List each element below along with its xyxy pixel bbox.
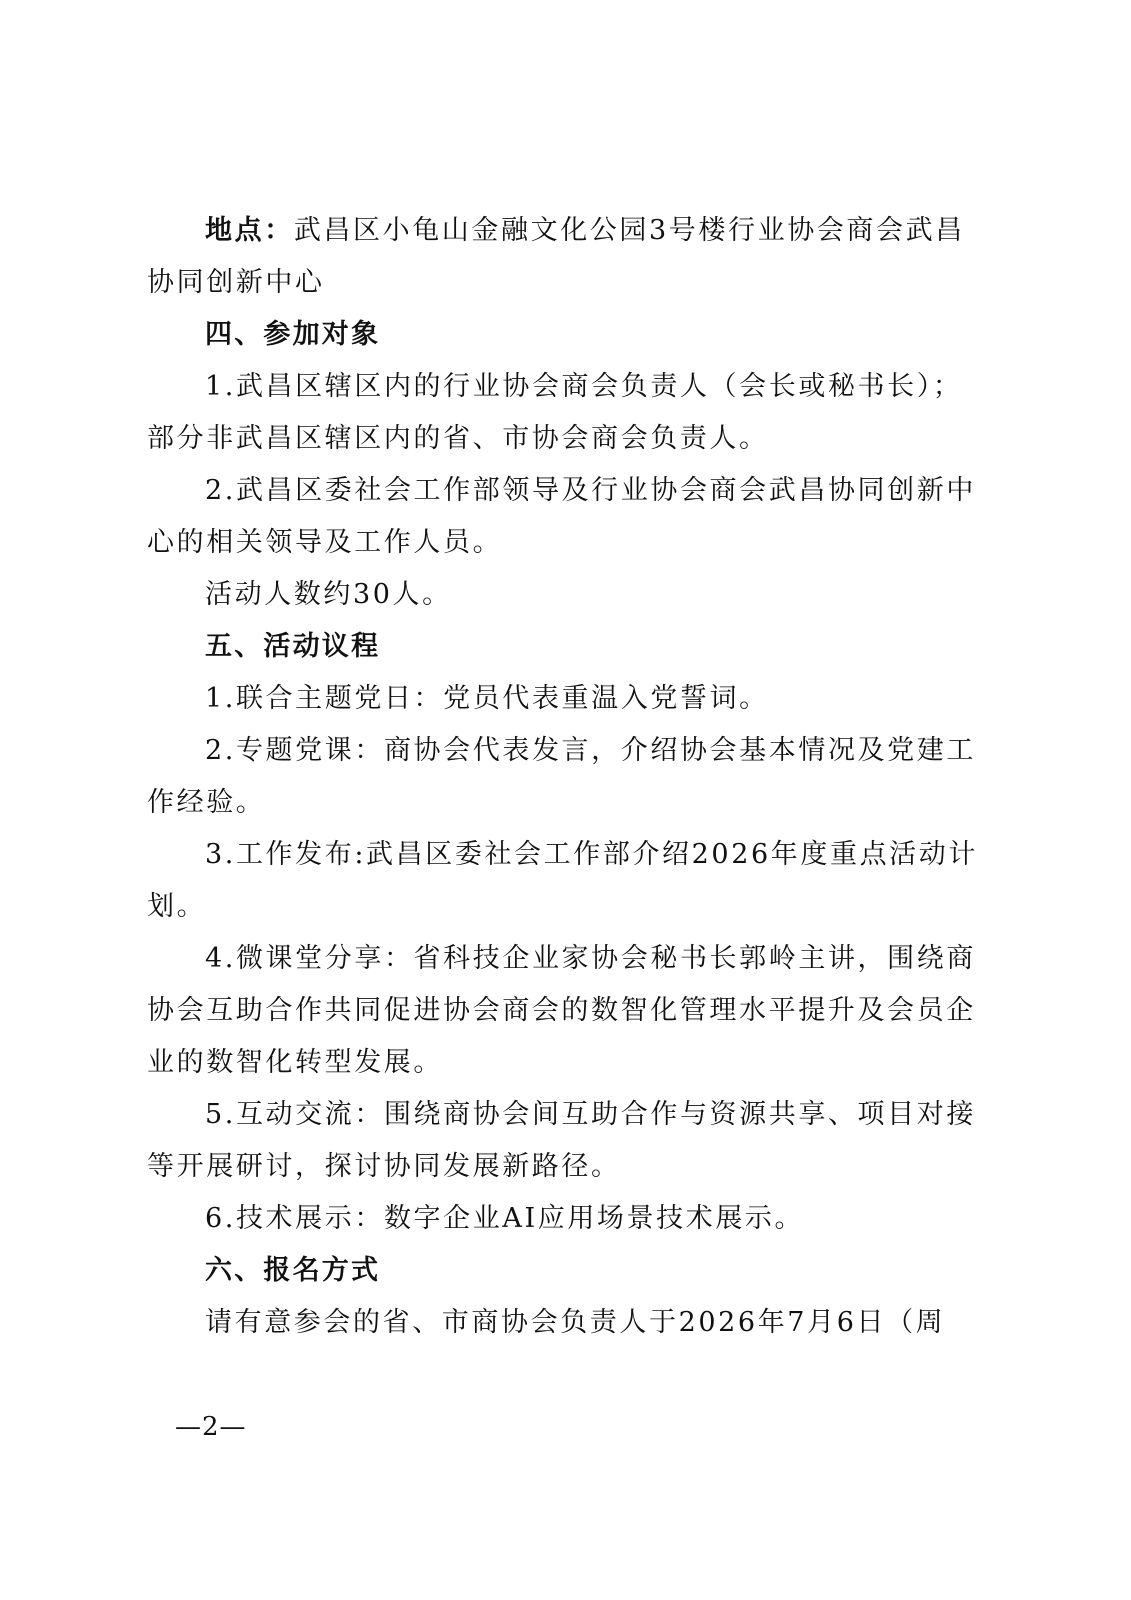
- registration-line-1: 请有意参会的省、市商协会负责人于2026年7月6日（周: [205, 1307, 946, 1338]
- location-text: 武昌区小龟山金融文化公园3号楼行业协会商会武昌: [293, 215, 965, 246]
- location-label: 地点：: [205, 215, 294, 246]
- agenda-item-4-line-2: 协会互助合作共同促进协会商会的数智化管理水平提升及会员企: [147, 995, 976, 1026]
- agenda-item-1: 1.联合主题党日：党员代表重温入党誓词。: [205, 683, 769, 714]
- agenda-item-6: 6.技术展示：数字企业AI应用场景技术展示。: [205, 1203, 805, 1234]
- agenda-item-5-line-1: 5.互动交流：围绕商协会间互助合作与资源共享、项目对接: [205, 1099, 976, 1130]
- participants-count: 活动人数约30人。: [205, 579, 452, 610]
- section-heading-registration: 六、报名方式: [205, 1255, 381, 1286]
- participants-item-1-line-2: 部分非武昌区辖区内的省、市协会商会负责人。: [147, 423, 769, 454]
- agenda-item-2-line-2: 作经验。: [147, 787, 266, 818]
- agenda-item-4-line-3: 业的数智化转型发展。: [147, 1047, 443, 1078]
- participants-item-2-line-2: 心的相关领导及工作人员。: [147, 527, 503, 558]
- section-heading-agenda: 五、活动议程: [205, 631, 381, 662]
- agenda-item-2-line-1: 2.专题党课：商协会代表发言，介绍协会基本情况及党建工: [205, 735, 976, 766]
- page-number: —2—: [175, 1412, 247, 1442]
- agenda-item-3-line-1: 3.工作发布:武昌区委社会工作部介绍2026年度重点活动计: [205, 839, 978, 870]
- participants-item-1-line-1: 1.武昌区辖区内的行业协会商会负责人（会长或秘书长）；: [205, 371, 963, 402]
- location-line-2: 协同创新中心: [147, 267, 325, 298]
- section-heading-participants: 四、参加对象: [205, 319, 381, 350]
- agenda-item-4-line-1: 4.微课堂分享：省科技企业家协会秘书长郭岭主讲，围绕商: [205, 943, 976, 974]
- participants-item-2-line-1: 2.武昌区委社会工作部领导及行业协会商会武昌协同创新中: [205, 475, 976, 506]
- location-line-1: [205, 213, 965, 249]
- agenda-item-3-line-2: 划。: [147, 891, 207, 922]
- agenda-item-5-line-2: 等开展研讨，探讨协同发展新路径。: [147, 1151, 621, 1182]
